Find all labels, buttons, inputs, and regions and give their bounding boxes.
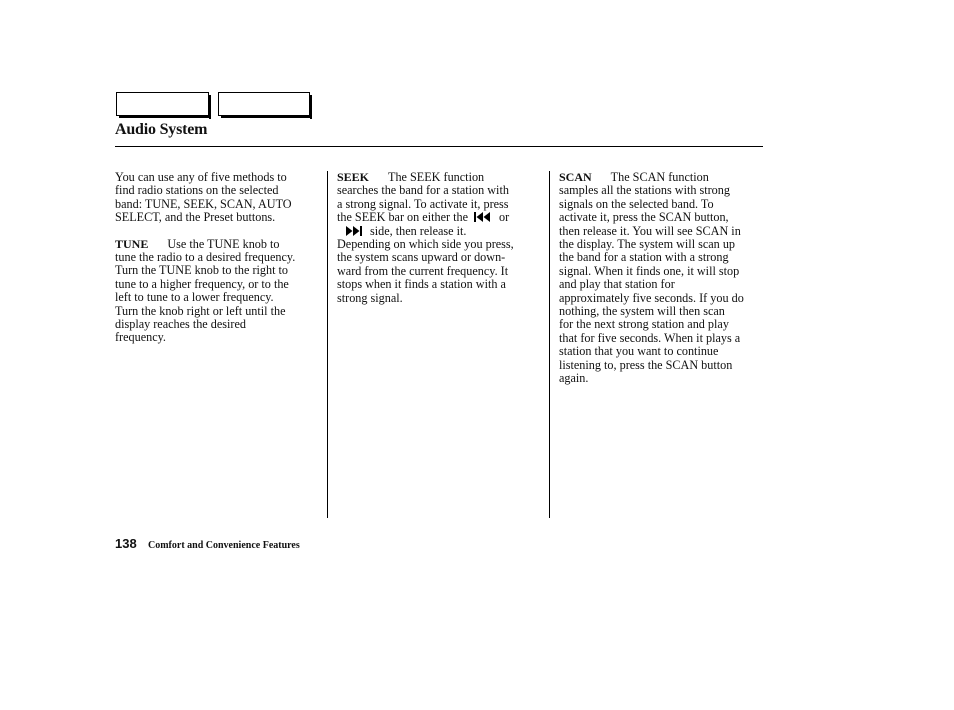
column-divider-1 [327, 171, 328, 518]
seek-paragraph [337, 171, 537, 305]
header-tab-box-right [218, 92, 310, 116]
column-3 [559, 171, 764, 386]
tune-line: Turn the knob right or left until the [115, 303, 286, 318]
tune-line: frequency. [115, 330, 166, 345]
seek-term: SEEK [337, 170, 370, 184]
seek-line: stops when it finds a station with a [337, 277, 506, 292]
tune-first-line: Use the TUNE knob to [167, 236, 280, 251]
scan-line: signal. When it finds one, it will stop [559, 263, 740, 278]
tune-line: left to tune to a lower frequency. [115, 290, 274, 305]
intro-paragraph [115, 171, 322, 225]
seek-line: Depending on which side you press, [337, 237, 514, 252]
intro-line: band: TUNE, SEEK, SCAN, AUTO [115, 196, 292, 211]
page-number: 138 [115, 536, 137, 551]
scan-line: station that you want to continue [559, 344, 719, 359]
tune-paragraph [115, 238, 322, 345]
page-title: Audio System [115, 121, 208, 138]
seek-line: searches the band for a station with [337, 183, 509, 198]
scan-line: the band for a station with a strong [559, 250, 729, 265]
scan-line: activate it, press the SCAN button, [559, 210, 729, 225]
seek-first-line: The SEEK function [388, 170, 485, 184]
tune-term: TUNE [115, 236, 149, 251]
seek-line: ward from the current frequency. It [337, 263, 509, 278]
seek-line: the system scans upward or down- [337, 250, 506, 265]
tune-line: tune to a higher frequency, or to the [115, 276, 289, 291]
title-rule [115, 146, 763, 147]
scan-line: approximately five seconds. If you do [559, 290, 744, 305]
seek-icon-line-text: the SEEK bar on either the [337, 210, 468, 225]
scan-first-line: The SCAN function [610, 170, 709, 184]
scan-line: listening to, press the SCAN button [559, 357, 733, 372]
skip-forward-icon [345, 226, 362, 236]
scan-line: then release it. You will see SCAN in [559, 223, 741, 238]
scan-line: that for five seconds. When it plays a [559, 330, 741, 345]
column-2 [337, 171, 537, 305]
column-divider-2 [549, 171, 550, 518]
intro-line: SELECT, and the Preset buttons. [115, 210, 276, 225]
scan-line: for the next strong station and play [559, 317, 729, 332]
scan-line: again. [559, 371, 589, 386]
seek-line: a strong signal. To activate it, press [337, 196, 509, 211]
chapter-label: Comfort and Convenience Features [148, 540, 300, 551]
tune-line: display reaches the desired [115, 317, 246, 332]
seek-or-text: or [498, 210, 510, 225]
scan-line: and play that station for [559, 277, 675, 292]
column-1 [115, 171, 322, 345]
scan-line: nothing, the system will then scan [559, 304, 725, 319]
tune-line: Turn the TUNE knob to the right to [115, 263, 288, 278]
scan-line: signals on the selected band. To [559, 196, 714, 211]
scan-line: the display. The system will scan up [559, 237, 736, 252]
seek-line: strong signal. [337, 290, 403, 305]
intro-line: find radio stations on the selected [115, 183, 279, 198]
header-tab-box-left [116, 92, 209, 116]
intro-line: You can use any of five methods to [115, 170, 287, 184]
scan-line: samples all the stations with strong [559, 183, 730, 198]
seek-side-text: side, then release it. [370, 223, 467, 238]
scan-paragraph [559, 171, 764, 386]
scan-term: SCAN [559, 170, 592, 184]
skip-back-icon [474, 212, 491, 222]
tune-line: tune the radio to a desired frequency. [115, 250, 296, 265]
